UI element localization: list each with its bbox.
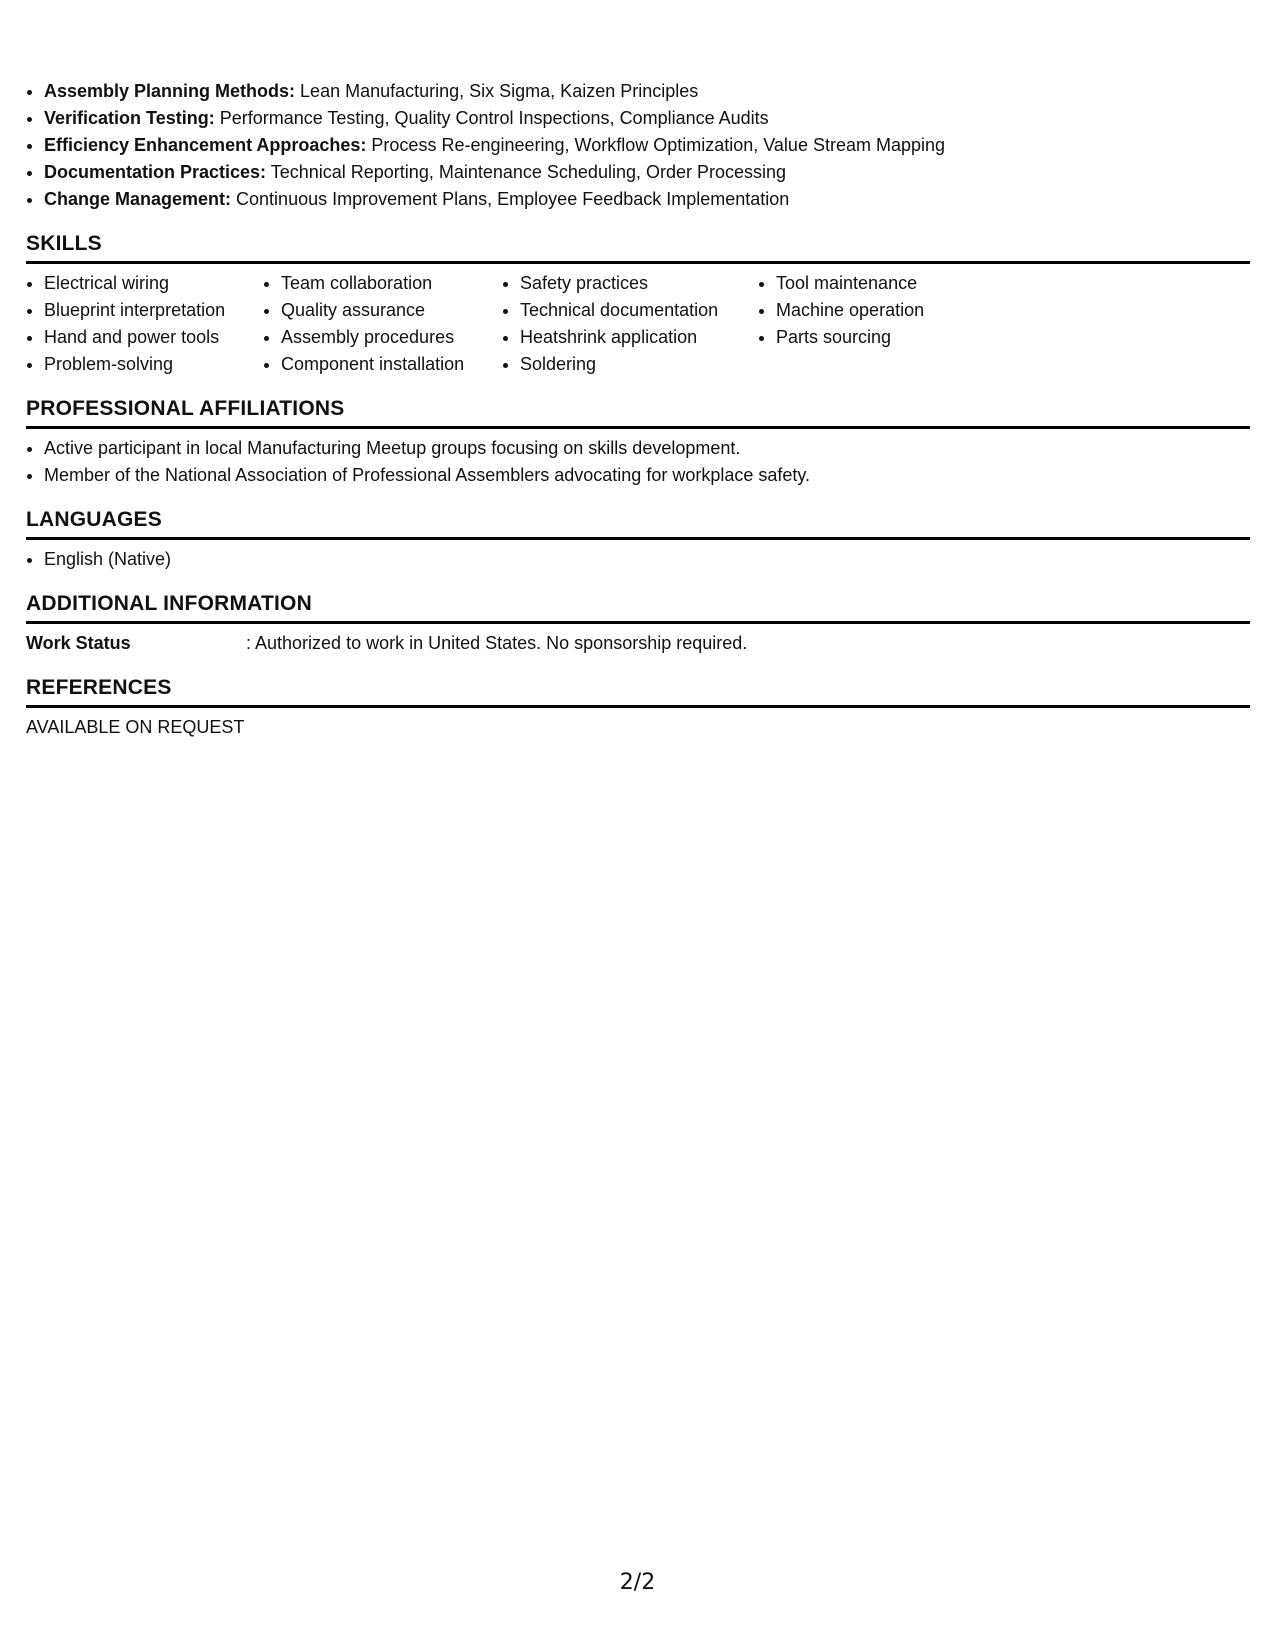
method-label: Change Management: bbox=[44, 189, 232, 209]
section-title-affiliations: PROFESSIONAL AFFILIATIONS bbox=[26, 396, 1250, 429]
skill-item: • Parts sourcing bbox=[776, 324, 996, 351]
skill-item: • Safety practices bbox=[520, 270, 758, 297]
list-item: • Active participant in local Manufacturing Meetup groups focusing on skills development. bbox=[44, 435, 1250, 462]
skill-item: • Component installation bbox=[281, 351, 502, 378]
skill-item: • Assembly procedures bbox=[281, 324, 502, 351]
method-text: Performance Testing, Quality Control Inspections, Compliance Audits bbox=[214, 108, 769, 128]
list-item bbox=[44, 159, 1250, 186]
section-title-additional-info: ADDITIONAL INFORMATION bbox=[26, 591, 1250, 624]
method-text: Process Re-engineering, Workflow Optimization, Value Stream Mapping bbox=[366, 135, 946, 155]
affiliations-list bbox=[26, 435, 1250, 489]
references-section bbox=[26, 675, 1250, 741]
affiliations-section bbox=[26, 396, 1250, 489]
section-title-skills: SKILLS bbox=[26, 231, 1250, 264]
method-label: Documentation Practices: bbox=[44, 162, 267, 182]
languages-section bbox=[26, 507, 1250, 573]
skills-column bbox=[758, 270, 996, 378]
method-text: Lean Manufacturing, Six Sigma, Kaizen Principles bbox=[295, 81, 699, 101]
work-status-value: : Authorized to work in United States. No sponsorship required. bbox=[246, 633, 748, 653]
list-item bbox=[44, 78, 1250, 105]
method-text: Continuous Improvement Plans, Employee Feedback Implementation bbox=[231, 189, 790, 209]
skills-column bbox=[263, 270, 502, 378]
section-title-languages: LANGUAGES bbox=[26, 507, 1250, 540]
skills-grid bbox=[26, 270, 1250, 378]
work-status-label: Work Status bbox=[26, 633, 131, 653]
references-text: AVAILABLE ON REQUEST bbox=[26, 717, 245, 737]
skill-item: • Team collaboration bbox=[281, 270, 502, 297]
list-item: • Member of the National Association of Professional Assemblers advocating for workplace safety. bbox=[44, 462, 1250, 489]
skill-item: • Technical documentation bbox=[520, 297, 758, 324]
additional-info-section bbox=[26, 591, 1250, 657]
method-label: Efficiency Enhancement Approaches: bbox=[44, 135, 367, 155]
languages-list bbox=[26, 546, 1250, 573]
resume-page bbox=[26, 78, 1250, 759]
skill-item: • Tool maintenance bbox=[776, 270, 996, 297]
skill-item: • Electrical wiring bbox=[44, 270, 263, 297]
skill-item: • Problem-solving bbox=[44, 351, 263, 378]
skill-item: • Heatshrink application bbox=[520, 324, 758, 351]
list-item bbox=[44, 105, 1250, 132]
work-status-row bbox=[26, 630, 1250, 657]
skills-column bbox=[502, 270, 758, 378]
method-text: Technical Reporting, Maintenance Scheduling, Order Processing bbox=[266, 162, 787, 182]
list-item bbox=[44, 132, 1250, 159]
method-label: Assembly Planning Methods: bbox=[44, 81, 296, 101]
method-label: Verification Testing: bbox=[44, 108, 215, 128]
skill-item: • Hand and power tools bbox=[44, 324, 263, 351]
skill-item: • Blueprint interpretation bbox=[44, 297, 263, 324]
skills-section bbox=[26, 231, 1250, 378]
skills-column bbox=[26, 270, 263, 378]
methods-list bbox=[26, 78, 1250, 213]
section-title-references: REFERENCES bbox=[26, 675, 1250, 708]
skill-item: • Soldering bbox=[520, 351, 758, 378]
skill-item: • Quality assurance bbox=[281, 297, 502, 324]
page-number: 2/2 bbox=[619, 1570, 656, 1595]
list-item bbox=[44, 186, 1250, 213]
list-item: • English (Native) bbox=[44, 546, 1250, 573]
skill-item: • Machine operation bbox=[776, 297, 996, 324]
